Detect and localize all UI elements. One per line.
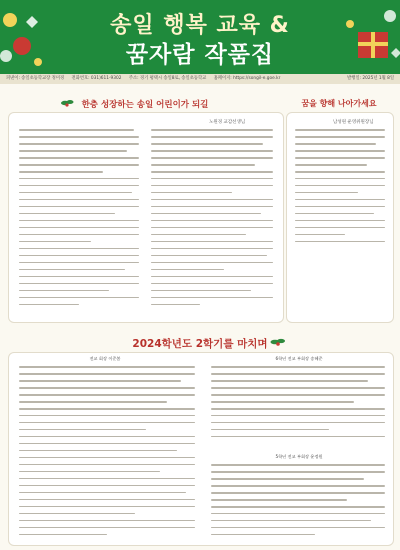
article1-panel xyxy=(8,112,284,323)
article3-right-top-author: 6학년 전교 부회장 송혜준 xyxy=(275,356,323,361)
article2-text-column xyxy=(295,129,385,249)
article3-text-column-right-top xyxy=(211,366,385,446)
header-banner xyxy=(0,0,400,74)
homepage-link[interactable]: 홈페이지: https://songil-e.goe.kr xyxy=(213,76,281,81)
page-title-line1: 송일 행복 교육 & xyxy=(110,13,290,38)
article2-title: 꿈을 향해 나아가세요 xyxy=(301,99,377,108)
publication-info-bar xyxy=(0,74,400,84)
article2-byline: 남성원 운영위원장님 xyxy=(333,120,374,125)
issue-date: 발행일: 2025년 1월 8일 xyxy=(347,76,394,81)
article1-text-column-left xyxy=(19,129,139,317)
article3-title: 2024학년도 2학기를 마치며 xyxy=(132,338,268,350)
article2-panel xyxy=(286,112,394,323)
address-text: 주소: 경기 평택시 송일8로, 송일초등학교 xyxy=(128,76,207,81)
article1-byline: 노원경 교감선생님 xyxy=(209,120,246,125)
holly-icon xyxy=(270,336,286,348)
publisher-text: 펴낸이: 송일초등학교장 정미경 xyxy=(6,76,65,81)
article1-title: 한층 성장하는 송일 어린이가 되길 xyxy=(81,100,209,110)
page-title-line2: 꿈자람 작품집 xyxy=(125,42,275,68)
article3-text-column-right-bottom xyxy=(211,464,385,540)
phone-text: 전화번호: 031)611-9302 xyxy=(71,76,122,81)
article3-panel xyxy=(8,352,394,546)
article1-text-column-right xyxy=(151,129,273,317)
holly-icon xyxy=(60,97,74,109)
article3-right-bottom-author: 5학년 전교 부회장 윤정원 xyxy=(275,454,323,459)
article3-text-column-left xyxy=(19,366,195,542)
article3-left-author: 전교 회장 이준봄 xyxy=(89,356,121,361)
